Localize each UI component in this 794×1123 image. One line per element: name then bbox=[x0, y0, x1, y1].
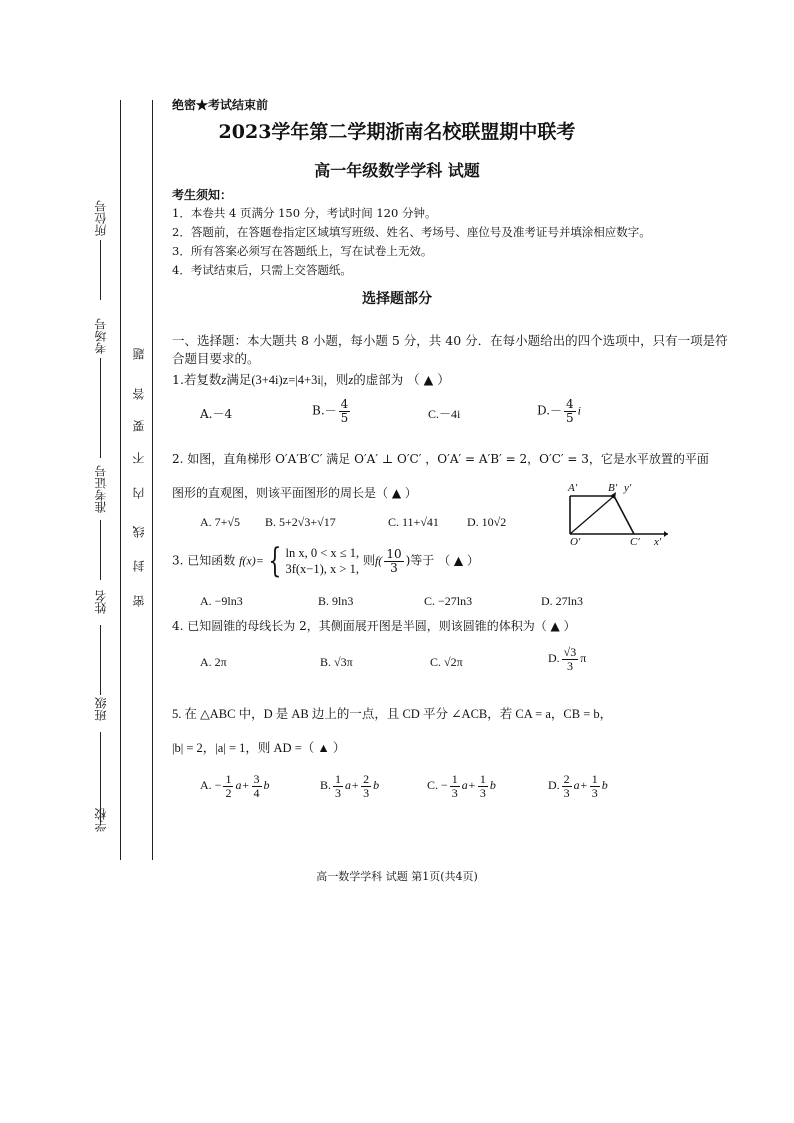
exam-room-line bbox=[100, 358, 101, 458]
q5-option-a-mid: a+ bbox=[235, 777, 250, 792]
q4-option-d-num: √3 bbox=[563, 645, 577, 659]
q5-option-a bbox=[200, 773, 270, 799]
question-2-cont: 图形的直观图，则该平面图形的周长是（ ▲ ） bbox=[172, 486, 417, 500]
q1-var2: z bbox=[348, 373, 354, 387]
q3-pre: 3. 已知函数 bbox=[172, 553, 236, 568]
q5-option-b-n2: 2 bbox=[363, 772, 370, 786]
x-axis-arrow bbox=[664, 531, 668, 537]
side-bc bbox=[614, 496, 634, 534]
q5-option-c-d1: 3 bbox=[451, 785, 458, 800]
q5-option-b-n1: 1 bbox=[335, 772, 342, 786]
q3-function: f(x)= bbox=[239, 553, 264, 568]
q5-option-c-label: C. − bbox=[427, 777, 448, 792]
question-1 bbox=[172, 370, 450, 388]
q2-option-b: B. 5+2√3+√17 bbox=[265, 515, 336, 529]
seal-char: 封 bbox=[132, 560, 146, 572]
class-label: 班级 bbox=[94, 697, 108, 721]
q4-option-a: A. 2π bbox=[200, 655, 227, 669]
q1-option-c: C.－4i bbox=[428, 407, 461, 421]
q1-option-b-den: 5 bbox=[340, 410, 349, 425]
q1-option-d-i: i bbox=[577, 403, 581, 418]
ticket-number-label: 准考证号 bbox=[94, 465, 108, 513]
q3-option-d: D. 27ln3 bbox=[541, 594, 583, 608]
q3-num: 10 bbox=[386, 546, 402, 561]
q3-then: 则 bbox=[362, 553, 375, 568]
q5-option-c-end: b bbox=[489, 777, 496, 792]
seal-char: 密 bbox=[132, 595, 146, 607]
trapezoid-figure bbox=[560, 478, 670, 550]
q4-option-d-pi: π bbox=[580, 650, 587, 665]
seal-char: 内 bbox=[132, 487, 146, 499]
part1-intro-cont: 合题目要求的。 bbox=[172, 351, 260, 366]
q3-option-b: B. 9ln3 bbox=[318, 594, 354, 608]
name-line bbox=[100, 625, 101, 695]
q5-option-b-label: B. bbox=[320, 777, 332, 792]
q3-post: )等于 （ ▲ ） bbox=[405, 553, 479, 568]
q1-option-d-den: 5 bbox=[566, 410, 574, 425]
q1-mid: 满足 bbox=[226, 372, 252, 387]
label-b: B′ bbox=[608, 482, 618, 494]
q3-f-call: f( bbox=[374, 553, 383, 568]
q3-den: 3 bbox=[390, 560, 398, 575]
seal-char: 题 bbox=[132, 348, 146, 360]
notice-item: 3．所有答案必须写在答题纸上，写在试卷上无效。 bbox=[172, 244, 433, 258]
q5-option-c-mid: a+ bbox=[461, 777, 476, 792]
q2-option-a: A. 7+√5 bbox=[200, 515, 241, 529]
q5-option-d-label: D. bbox=[548, 777, 560, 792]
section-title: 选择题部分 bbox=[362, 291, 432, 307]
question-5: 5. 在 △ABC 中，D 是 AB 边上的一点，且 CD 平分 ∠ACB，若 CA = a，CB = b， bbox=[172, 707, 613, 721]
q1-mid2: ，则 bbox=[323, 372, 349, 387]
confidential-mark: 绝密★考试结束前 bbox=[172, 98, 269, 112]
q5-option-c bbox=[427, 773, 496, 799]
question-2: 2. 如图，直角梯形 O′A′B′C′ 满足 O′A′ ⊥ O′C′ ，O′A′ = A′B′ = 2，O′C′ = 3，它是水平放置的平面 bbox=[172, 452, 709, 466]
notice-item: 4．考试结束后，只需上交答题纸。 bbox=[172, 263, 352, 277]
q1-pre: 1.若复数 bbox=[172, 372, 222, 387]
q1-option-d-label: D.－ bbox=[537, 403, 563, 418]
seal-char: 不 bbox=[132, 452, 146, 464]
q5-option-a-end: b bbox=[263, 777, 270, 792]
q5-option-a-n1: 1 bbox=[225, 772, 232, 786]
q5-option-d-d1: 3 bbox=[563, 785, 570, 800]
seal-char: 要 bbox=[132, 420, 146, 432]
q5-option-b bbox=[320, 773, 379, 799]
q5-option-c-n2: 1 bbox=[479, 772, 486, 786]
q5-option-a-n2: 3 bbox=[253, 772, 260, 786]
q1-option-a: A.－4 bbox=[200, 407, 233, 421]
q5-option-d bbox=[548, 773, 608, 799]
q3-brace: { bbox=[268, 541, 282, 581]
exam-subtitle: 高一年级数学学科 试题 bbox=[314, 161, 480, 180]
q5-option-c-d2: 3 bbox=[479, 785, 486, 800]
q1-option-b-num: 4 bbox=[340, 397, 349, 411]
notice-heading: 考生须知： bbox=[172, 188, 233, 202]
question-4: 4. 已知圆锥的母线长为 2，其侧面展开图是半圆，则该圆锥的体积为（ ▲ ） bbox=[172, 619, 576, 633]
q3-case-2: 3f(x−1), x > 1, bbox=[285, 562, 359, 576]
q5-option-b-d1: 3 bbox=[335, 785, 342, 800]
label-c: C′ bbox=[630, 536, 640, 548]
q4-option-c: C. √2π bbox=[430, 655, 463, 669]
q5-option-b-mid: a+ bbox=[345, 777, 360, 792]
q5-option-a-d1: 2 bbox=[225, 785, 232, 800]
label-y: y′ bbox=[624, 482, 632, 494]
q5-option-c-n1: 1 bbox=[451, 772, 458, 786]
q1-post: 的虚部为 （ ▲ ） bbox=[353, 372, 450, 387]
q4-option-b: B. √3π bbox=[320, 655, 353, 669]
q1-equation: (3+4i)z=|4+3i| bbox=[251, 373, 324, 387]
q4-option-d-label: D. bbox=[548, 650, 560, 665]
q3-case-1: ln x, 0 < x ≤ 1, bbox=[285, 546, 360, 560]
name-label: 姓名 bbox=[94, 590, 108, 614]
q1-option-d-num: 4 bbox=[566, 397, 574, 411]
q5-option-d-n1: 2 bbox=[563, 772, 570, 786]
notice-item: 1．本卷共 4 页满分 150 分，考试时间 120 分钟。 bbox=[172, 206, 437, 220]
q1-var: z bbox=[221, 373, 227, 387]
question-5-cont: |b| = 2，|a| = 1，则 AD =（ ▲ ） bbox=[172, 741, 346, 755]
question-3 bbox=[172, 541, 479, 581]
q1-option-b-label: B.－ bbox=[312, 403, 337, 418]
q5-option-b-d2: 3 bbox=[363, 785, 370, 800]
q4-option-d-den: 3 bbox=[566, 658, 573, 673]
notice-item: 2．答题前，在答题卷指定区域填写班级、姓名、考场号、座位号及准考证号并填涂相应数字。 bbox=[172, 225, 651, 239]
q3-cases bbox=[285, 545, 359, 577]
q5-option-d-n2: 1 bbox=[591, 772, 598, 786]
q5-option-d-end: b bbox=[601, 777, 608, 792]
q1-option-b bbox=[312, 398, 352, 424]
q5-option-b-end: b bbox=[373, 777, 380, 792]
school-label: 学校 bbox=[94, 808, 108, 832]
margin-line-outer bbox=[120, 100, 121, 860]
seal-char: 答 bbox=[132, 388, 146, 400]
y-axis bbox=[570, 496, 614, 534]
q1-option-d bbox=[537, 398, 581, 424]
q3-option-a: A. −9ln3 bbox=[200, 594, 243, 608]
q3-option-c: C. −27ln3 bbox=[424, 594, 473, 608]
exam-room-label: 考场号 bbox=[94, 318, 108, 354]
q4-option-d bbox=[548, 646, 586, 672]
label-x: x′ bbox=[654, 536, 662, 548]
margin-line-inner bbox=[152, 100, 153, 860]
label-a: A′ bbox=[568, 482, 578, 494]
label-o: O′ bbox=[570, 536, 581, 548]
q2-option-c: C. 11+√41 bbox=[388, 515, 439, 529]
q5-option-a-label: A. − bbox=[200, 777, 222, 792]
seat-number-label: 所位号 bbox=[94, 200, 108, 236]
q5-option-d-mid: a+ bbox=[573, 777, 588, 792]
seal-char: 线 bbox=[132, 526, 146, 538]
q2-option-d: D. 10√2 bbox=[467, 515, 507, 529]
page-footer: 高一数学学科 试题 第1页(共4页) bbox=[316, 870, 478, 883]
exam-title: 2023学年第二学期浙南名校联盟期中联考 bbox=[218, 121, 576, 143]
part1-intro: 一、选择题：本大题共 8 小题，每小题 5 分，共 40 分．在每小题给出的四个选项中，只有一项是符 bbox=[172, 333, 728, 348]
q5-option-d-d2: 3 bbox=[591, 785, 598, 800]
q5-option-a-d2: 4 bbox=[253, 785, 260, 800]
ticket-number-line bbox=[100, 520, 101, 580]
